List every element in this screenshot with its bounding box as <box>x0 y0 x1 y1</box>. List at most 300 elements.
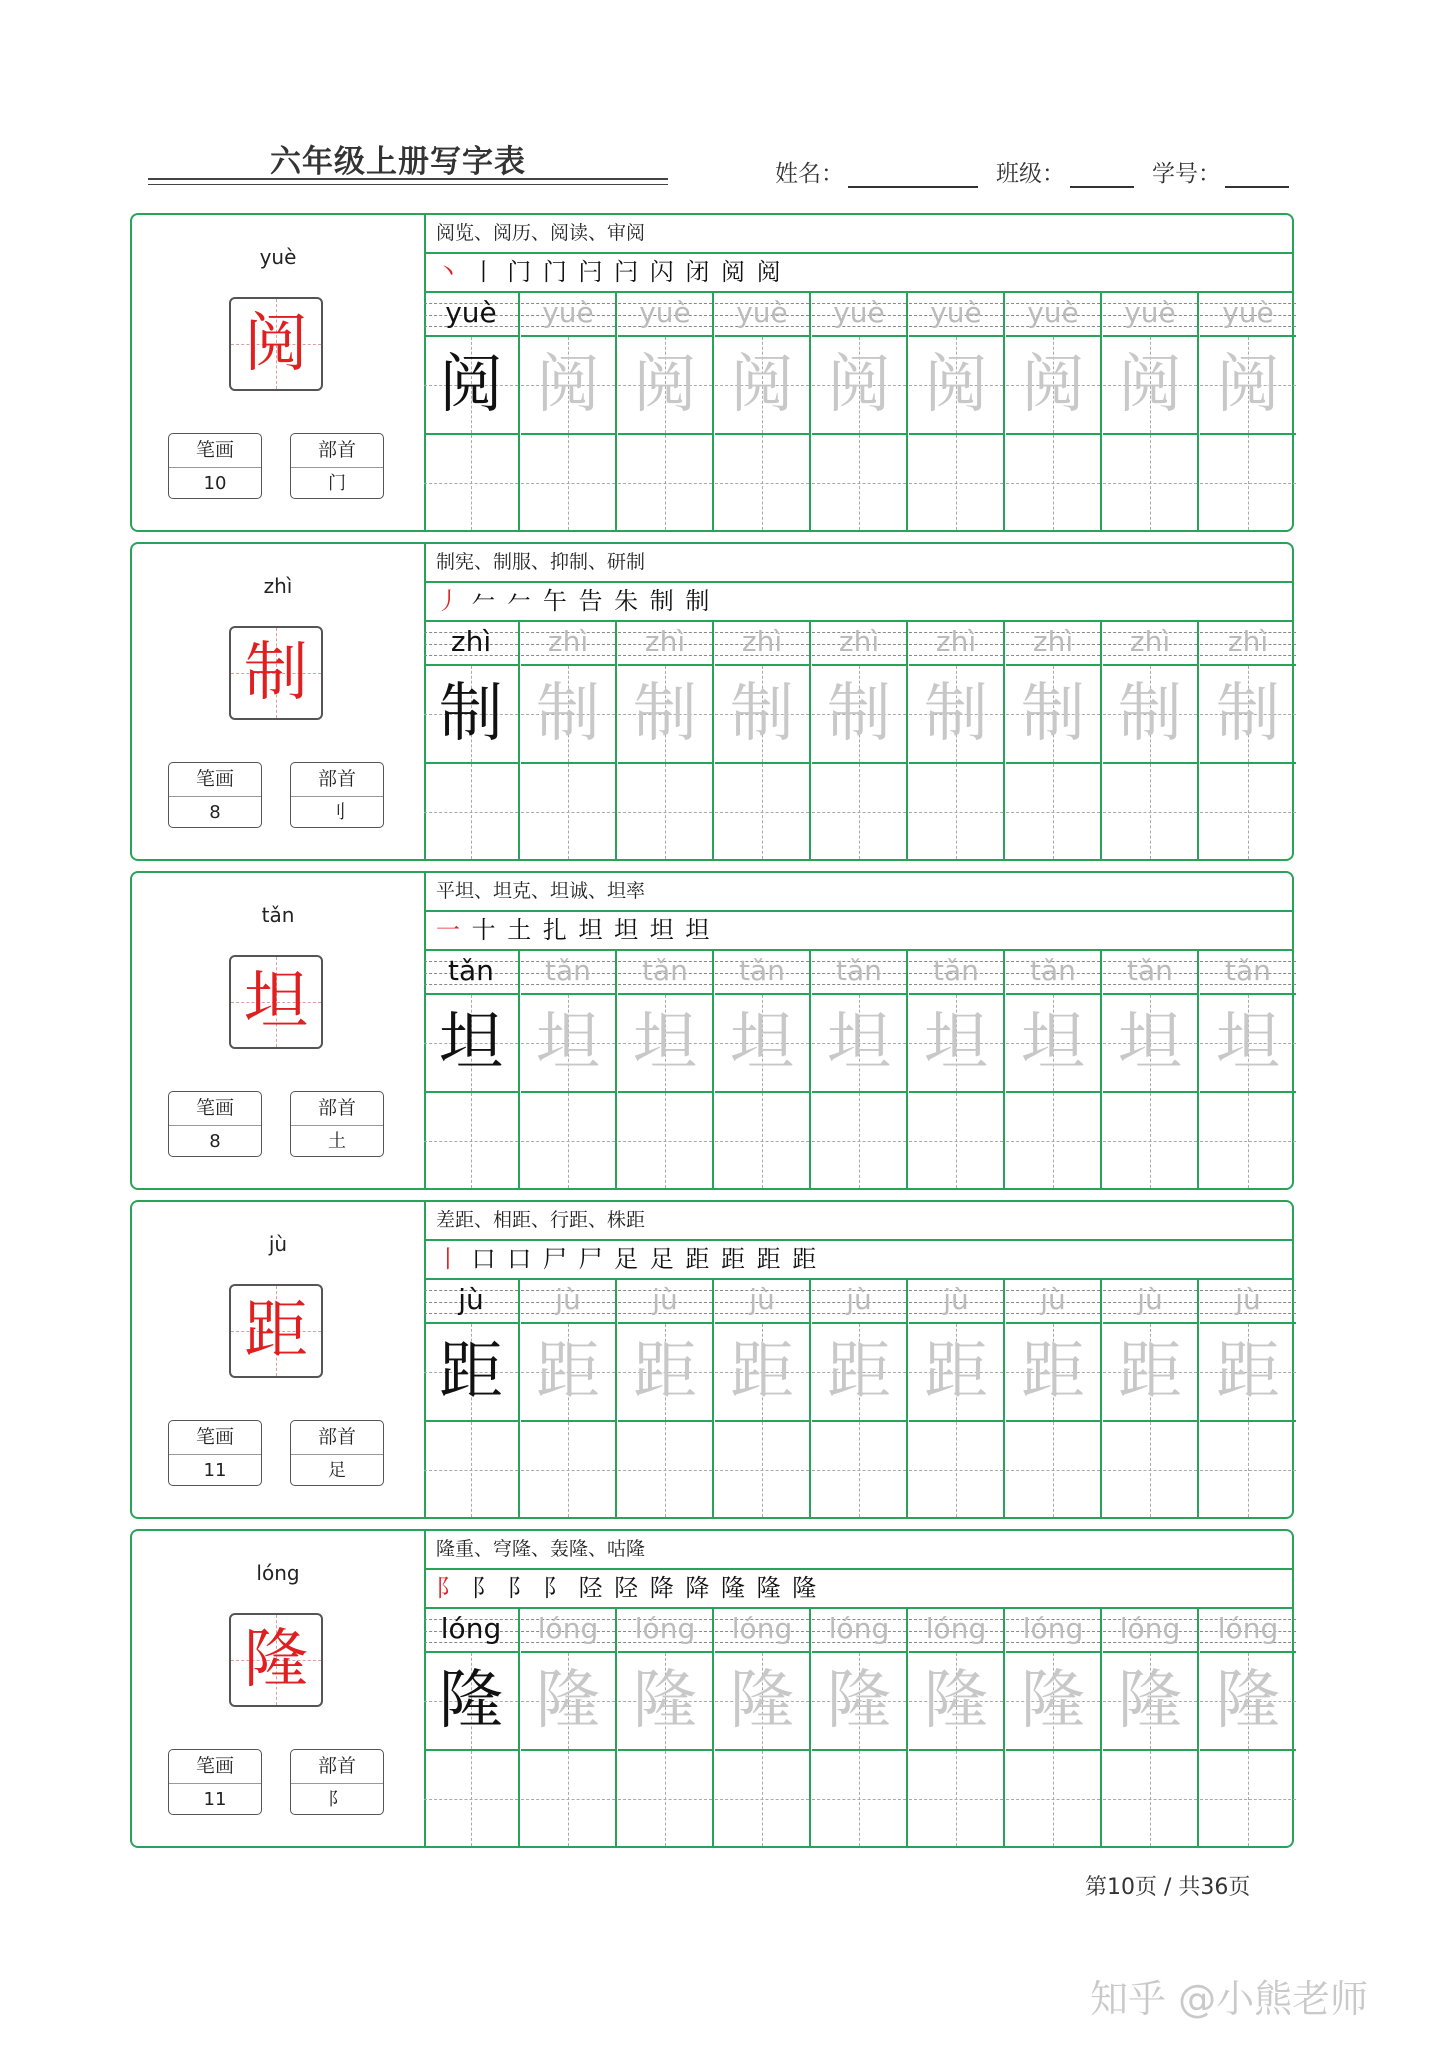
radical-label: 部首 <box>291 1421 383 1455</box>
character-pinyin: lóng <box>256 1561 300 1585</box>
pinyin-trace: lóng <box>537 1612 599 1645</box>
radical-label: 部首 <box>291 434 383 468</box>
number-field[interactable] <box>1225 186 1289 188</box>
char-cell[interactable] <box>618 995 712 1093</box>
char-trace: 制 <box>1118 677 1182 751</box>
char-cell[interactable] <box>521 666 615 764</box>
character-card <box>130 213 1294 532</box>
pinyin-cell[interactable] <box>1200 1609 1296 1653</box>
example-words: 平坦、坦克、坦诚、坦率 <box>424 873 1292 912</box>
pinyin-cell[interactable] <box>909 622 1003 666</box>
char-cell[interactable] <box>812 1324 906 1422</box>
writing-cell[interactable] <box>1006 764 1100 859</box>
pinyin-cell[interactable] <box>1006 1609 1100 1653</box>
pinyin-cell[interactable] <box>1200 622 1296 666</box>
writing-cell[interactable] <box>715 764 809 859</box>
character-summary <box>132 1202 426 1517</box>
example-words: 制宪、制服、抑制、研制 <box>424 544 1292 583</box>
pinyin-trace: tǎn <box>1030 954 1076 987</box>
writing-cell[interactable] <box>715 1751 809 1846</box>
writing-grid <box>424 1609 1292 1846</box>
class-label: 班级： <box>996 161 1065 187</box>
radical-label: 部首 <box>291 1092 383 1126</box>
char-cell[interactable] <box>424 666 518 764</box>
char-cell[interactable] <box>715 995 809 1093</box>
pinyin-cell[interactable] <box>1200 293 1296 337</box>
char-cell[interactable] <box>1006 995 1100 1093</box>
pinyin-trace: tǎn <box>1127 954 1173 987</box>
pinyin-trace: yuè <box>736 296 788 329</box>
char-cell[interactable] <box>618 1324 712 1422</box>
char-cell[interactable] <box>1200 995 1296 1093</box>
character-glyph: 距 <box>244 1294 308 1368</box>
writing-cell[interactable] <box>812 435 906 530</box>
pinyin-trace: tǎn <box>545 954 591 987</box>
practice-column <box>1103 951 1199 1188</box>
stroke-order <box>424 254 1292 293</box>
pinyin-cell[interactable] <box>1006 622 1100 666</box>
pinyin-trace: jù <box>846 1283 872 1316</box>
pinyin-cell[interactable] <box>1103 293 1197 337</box>
pinyin-cell[interactable] <box>715 1609 809 1653</box>
char-trace: 坦 <box>924 1006 988 1080</box>
pinyin-cell[interactable] <box>812 622 906 666</box>
char-trace: 制 <box>730 677 794 751</box>
practice-column <box>618 951 714 1188</box>
stroke-order-first: 一 <box>436 916 462 944</box>
stroke-count-value: 8 <box>209 802 221 823</box>
pinyin-cell[interactable] <box>909 1609 1003 1653</box>
practice-column <box>715 293 811 530</box>
example-words: 差距、相距、行距、株距 <box>424 1202 1292 1241</box>
stroke-count-value: 11 <box>203 1789 227 1810</box>
practice-column <box>909 1609 1005 1846</box>
char-cell[interactable] <box>521 1324 615 1422</box>
writing-cell[interactable] <box>1103 1422 1197 1517</box>
char-cell[interactable] <box>424 1653 518 1751</box>
pinyin-cell[interactable] <box>424 622 518 666</box>
char-cell[interactable] <box>521 337 615 435</box>
stroke-order-rest: 十 土 扎 坦 坦 坦 坦 <box>471 916 712 944</box>
char-trace: 距 <box>1021 1335 1085 1409</box>
char-trace: 阅 <box>633 348 697 422</box>
writing-cell[interactable] <box>618 1093 712 1188</box>
writing-cell[interactable] <box>812 1751 906 1846</box>
char-trace: 隆 <box>633 1664 697 1738</box>
practice-column <box>424 951 520 1188</box>
pinyin-trace: yuè <box>1222 296 1274 329</box>
char-cell[interactable] <box>812 666 906 764</box>
pinyin-cell[interactable] <box>715 951 809 995</box>
char-cell[interactable] <box>812 1653 906 1751</box>
pinyin-cell[interactable] <box>521 1280 615 1324</box>
writing-cell[interactable] <box>424 1751 518 1846</box>
character-glyph: 隆 <box>244 1623 308 1697</box>
radical-box <box>290 762 384 828</box>
title-underline <box>148 178 668 180</box>
pinyin-cell[interactable] <box>424 293 518 337</box>
pinyin-cell[interactable] <box>521 622 615 666</box>
character-glyph: 坦 <box>244 965 308 1039</box>
char-trace: 隆 <box>924 1664 988 1738</box>
stroke-count-label: 笔画 <box>169 1421 261 1455</box>
char-trace: 隆 <box>827 1664 891 1738</box>
character-pinyin: zhì <box>263 574 293 598</box>
char-trace: 隆 <box>730 1664 794 1738</box>
writing-cell[interactable] <box>715 435 809 530</box>
number-label: 学号： <box>1152 161 1221 187</box>
char-cell[interactable] <box>1200 1324 1296 1422</box>
char-trace: 制 <box>827 677 891 751</box>
pinyin-cell[interactable] <box>1103 1609 1197 1653</box>
page-number: 第10页 / 共36页 <box>1085 1875 1251 1900</box>
writing-cell[interactable] <box>424 1422 518 1517</box>
char-cell[interactable] <box>715 1653 809 1751</box>
pinyin-trace: zhì <box>838 625 880 658</box>
practice-column <box>1103 1280 1199 1517</box>
practice-column <box>618 622 714 859</box>
char-trace: 阅 <box>1021 348 1085 422</box>
radical-label: 部首 <box>291 763 383 797</box>
practice-column <box>1103 1609 1199 1846</box>
writing-cell[interactable] <box>909 1093 1003 1188</box>
char-trace: 距 <box>536 1335 600 1409</box>
practice-column <box>812 951 908 1188</box>
writing-cell[interactable] <box>1006 435 1100 530</box>
practice-column <box>715 1280 811 1517</box>
practice-column <box>715 1609 811 1846</box>
pinyin-cell[interactable] <box>521 1609 615 1653</box>
char-cell[interactable] <box>715 337 809 435</box>
char-trace: 坦 <box>1118 1006 1182 1080</box>
char-cell[interactable] <box>521 1653 615 1751</box>
writing-cell[interactable] <box>521 1751 615 1846</box>
practice-column <box>812 1609 908 1846</box>
char-cell[interactable] <box>521 995 615 1093</box>
practice-column <box>1006 1280 1102 1517</box>
pinyin-trace: yuè <box>930 296 982 329</box>
char-cell[interactable] <box>812 995 906 1093</box>
name-field[interactable] <box>848 186 978 188</box>
practice-column <box>812 622 908 859</box>
pinyin-trace: tǎn <box>642 954 688 987</box>
pinyin-trace: yuè <box>1124 296 1176 329</box>
char-cell[interactable] <box>1103 995 1197 1093</box>
pinyin-cell[interactable] <box>618 1280 712 1324</box>
character-box <box>229 955 323 1049</box>
pinyin-trace: zhì <box>547 625 589 658</box>
practice-column <box>521 1280 617 1517</box>
char-cell[interactable] <box>424 1324 518 1422</box>
writing-cell[interactable] <box>812 1093 906 1188</box>
char-trace: 距 <box>439 1335 503 1409</box>
char-trace: 阅 <box>536 348 600 422</box>
pinyin-trace: zhì <box>1129 625 1171 658</box>
pinyin-cell[interactable] <box>618 293 712 337</box>
char-cell[interactable] <box>715 1324 809 1422</box>
char-cell[interactable] <box>618 666 712 764</box>
pinyin-cell[interactable] <box>521 293 615 337</box>
pinyin-cell[interactable] <box>1103 951 1197 995</box>
pinyin-trace: zhì <box>450 625 492 658</box>
practice-column <box>1103 293 1199 530</box>
char-cell[interactable] <box>1006 337 1100 435</box>
pinyin-trace: zhì <box>935 625 977 658</box>
char-trace: 坦 <box>536 1006 600 1080</box>
pinyin-cell[interactable] <box>812 1609 906 1653</box>
practice-column <box>1006 293 1102 530</box>
char-cell[interactable] <box>424 995 518 1093</box>
pinyin-cell[interactable] <box>618 622 712 666</box>
writing-cell[interactable] <box>1200 764 1296 859</box>
char-cell[interactable] <box>1103 337 1197 435</box>
stroke-count-box <box>168 1749 262 1815</box>
pinyin-cell[interactable] <box>521 951 615 995</box>
pinyin-cell[interactable] <box>812 1280 906 1324</box>
writing-cell[interactable] <box>1006 1751 1100 1846</box>
pinyin-trace: zhì <box>1227 625 1269 658</box>
writing-cell[interactable] <box>521 1422 615 1517</box>
char-trace: 阅 <box>1216 348 1280 422</box>
char-cell[interactable] <box>618 337 712 435</box>
page-title: 六年级上册写字表 <box>270 144 526 180</box>
practice-column <box>618 1280 714 1517</box>
char-cell[interactable] <box>1200 337 1296 435</box>
radical-box <box>290 433 384 499</box>
pinyin-trace: yuè <box>833 296 885 329</box>
pinyin-trace: yuè <box>445 296 497 329</box>
char-cell[interactable] <box>1006 666 1100 764</box>
writing-cell[interactable] <box>1200 1422 1296 1517</box>
char-trace: 距 <box>1118 1335 1182 1409</box>
practice-column <box>909 1280 1005 1517</box>
character-card <box>130 871 1294 1190</box>
pinyin-trace: jù <box>458 1283 484 1316</box>
character-box <box>229 626 323 720</box>
char-trace: 隆 <box>439 1664 503 1738</box>
name-label: 姓名： <box>775 161 844 187</box>
character-glyph: 制 <box>244 636 308 710</box>
char-trace: 坦 <box>633 1006 697 1080</box>
practice-column <box>715 622 811 859</box>
pinyin-cell[interactable] <box>715 1280 809 1324</box>
char-trace: 距 <box>1216 1335 1280 1409</box>
pinyin-trace: lóng <box>1119 1612 1181 1645</box>
stroke-count-box <box>168 1420 262 1486</box>
radical-box <box>290 1091 384 1157</box>
char-trace: 坦 <box>439 1006 503 1080</box>
pinyin-trace: tǎn <box>1225 954 1271 987</box>
char-trace: 隆 <box>1021 1664 1085 1738</box>
writing-cell[interactable] <box>909 435 1003 530</box>
character-glyph: 阅 <box>244 307 308 381</box>
pinyin-cell[interactable] <box>812 293 906 337</box>
practice-column <box>812 293 908 530</box>
character-summary <box>132 873 426 1188</box>
char-cell[interactable] <box>424 337 518 435</box>
pinyin-cell[interactable] <box>1200 1280 1296 1324</box>
stroke-count-label: 笔画 <box>169 1750 261 1784</box>
writing-cell[interactable] <box>909 764 1003 859</box>
writing-cell[interactable] <box>1200 435 1296 530</box>
writing-cell[interactable] <box>1200 1093 1296 1188</box>
practice-column <box>424 1280 520 1517</box>
char-cell[interactable] <box>1103 666 1197 764</box>
char-cell[interactable] <box>1200 1653 1296 1751</box>
char-trace: 坦 <box>730 1006 794 1080</box>
char-cell[interactable] <box>618 1653 712 1751</box>
character-box <box>229 297 323 391</box>
char-cell[interactable] <box>1103 1653 1197 1751</box>
pinyin-cell[interactable] <box>1006 293 1100 337</box>
writing-cell[interactable] <box>618 764 712 859</box>
char-trace: 隆 <box>1216 1664 1280 1738</box>
pinyin-cell[interactable] <box>424 951 518 995</box>
stroke-order-first: 阝 <box>436 1574 462 1602</box>
radical-label: 部首 <box>291 1750 383 1784</box>
pinyin-cell[interactable] <box>618 951 712 995</box>
char-cell[interactable] <box>1006 1324 1100 1422</box>
practice-column <box>812 1280 908 1517</box>
pinyin-cell[interactable] <box>909 293 1003 337</box>
pinyin-trace: jù <box>555 1283 581 1316</box>
pinyin-cell[interactable] <box>715 293 809 337</box>
practice-column <box>1200 951 1296 1188</box>
example-words: 阅览、阅历、阅读、审阅 <box>424 215 1292 254</box>
char-cell[interactable] <box>909 337 1003 435</box>
pinyin-cell[interactable] <box>1103 1280 1197 1324</box>
watermark: 知乎 @小熊老师 <box>1090 1977 1369 2021</box>
writing-cell[interactable] <box>521 1093 615 1188</box>
class-field[interactable] <box>1070 186 1134 188</box>
character-pinyin: jù <box>268 1232 288 1256</box>
writing-cell[interactable] <box>1103 1751 1197 1846</box>
char-cell[interactable] <box>715 666 809 764</box>
pinyin-cell[interactable] <box>618 1609 712 1653</box>
char-cell[interactable] <box>1200 666 1296 764</box>
pinyin-cell[interactable] <box>909 951 1003 995</box>
pinyin-trace: zhì <box>644 625 686 658</box>
writing-cell[interactable] <box>715 1422 809 1517</box>
char-trace: 制 <box>924 677 988 751</box>
pinyin-cell[interactable] <box>1006 1280 1100 1324</box>
writing-cell[interactable] <box>618 1751 712 1846</box>
practice-area <box>424 215 1292 530</box>
writing-cell[interactable] <box>1200 1751 1296 1846</box>
character-summary <box>132 1531 426 1846</box>
writing-grid <box>424 1280 1292 1517</box>
char-cell[interactable] <box>812 337 906 435</box>
writing-cell[interactable] <box>1103 764 1197 859</box>
practice-column <box>909 622 1005 859</box>
practice-column <box>618 293 714 530</box>
practice-column <box>424 622 520 859</box>
writing-cell[interactable] <box>618 435 712 530</box>
char-cell[interactable] <box>909 1324 1003 1422</box>
character-card <box>130 542 1294 861</box>
pinyin-trace: jù <box>1235 1283 1261 1316</box>
writing-cell[interactable] <box>424 435 518 530</box>
char-trace: 距 <box>924 1335 988 1409</box>
practice-column <box>1200 622 1296 859</box>
pinyin-cell[interactable] <box>812 951 906 995</box>
practice-area <box>424 544 1292 859</box>
writing-cell[interactable] <box>909 1751 1003 1846</box>
writing-cell[interactable] <box>618 1422 712 1517</box>
writing-cell[interactable] <box>1006 1093 1100 1188</box>
char-trace: 坦 <box>1021 1006 1085 1080</box>
radical-value: 足 <box>328 1460 346 1481</box>
practice-area <box>424 1531 1292 1846</box>
pinyin-cell[interactable] <box>909 1280 1003 1324</box>
pinyin-cell[interactable] <box>1103 622 1197 666</box>
char-trace: 距 <box>827 1335 891 1409</box>
char-cell[interactable] <box>909 1653 1003 1751</box>
pinyin-cell[interactable] <box>424 1609 518 1653</box>
writing-cell[interactable] <box>424 764 518 859</box>
writing-cell[interactable] <box>909 1422 1003 1517</box>
char-trace: 阅 <box>439 348 503 422</box>
stroke-order <box>424 1570 1292 1609</box>
char-cell[interactable] <box>909 666 1003 764</box>
writing-cell[interactable] <box>424 1093 518 1188</box>
pinyin-trace: lóng <box>634 1612 696 1645</box>
practice-column <box>715 951 811 1188</box>
char-trace: 阅 <box>827 348 891 422</box>
writing-cell[interactable] <box>812 764 906 859</box>
stroke-order <box>424 1241 1292 1280</box>
pinyin-cell[interactable] <box>1200 951 1296 995</box>
pinyin-trace: tǎn <box>933 954 979 987</box>
pinyin-trace: yuè <box>639 296 691 329</box>
char-trace: 制 <box>536 677 600 751</box>
practice-column <box>424 293 520 530</box>
char-trace: 制 <box>633 677 697 751</box>
char-cell[interactable] <box>1103 1324 1197 1422</box>
practice-column <box>424 1609 520 1846</box>
stroke-count-value: 10 <box>203 473 227 494</box>
char-trace: 阅 <box>730 348 794 422</box>
practice-column <box>521 951 617 1188</box>
writing-cell[interactable] <box>1103 1093 1197 1188</box>
writing-cell[interactable] <box>1103 435 1197 530</box>
title-underline-secondary <box>148 184 668 185</box>
pinyin-cell[interactable] <box>715 622 809 666</box>
writing-cell[interactable] <box>715 1093 809 1188</box>
char-cell[interactable] <box>1006 1653 1100 1751</box>
writing-grid <box>424 951 1292 1188</box>
pinyin-cell[interactable] <box>424 1280 518 1324</box>
practice-column <box>909 951 1005 1188</box>
practice-column <box>1200 1609 1296 1846</box>
writing-cell[interactable] <box>521 764 615 859</box>
character-summary <box>132 544 426 859</box>
writing-cell[interactable] <box>1006 1422 1100 1517</box>
pinyin-cell[interactable] <box>1006 951 1100 995</box>
char-trace: 距 <box>633 1335 697 1409</box>
character-pinyin: tǎn <box>261 903 295 927</box>
stroke-order-rest: 𠂉 𠂉 午 告 朱 制 制 <box>471 587 712 615</box>
stroke-count-label: 笔画 <box>169 763 261 797</box>
char-trace: 制 <box>1021 677 1085 751</box>
stroke-count-label: 笔画 <box>169 1092 261 1126</box>
stroke-order-first: 丨 <box>436 1245 462 1273</box>
stroke-count-value: 11 <box>203 1460 227 1481</box>
writing-cell[interactable] <box>812 1422 906 1517</box>
character-card <box>130 1529 1294 1848</box>
char-cell[interactable] <box>909 995 1003 1093</box>
writing-cell[interactable] <box>521 435 615 530</box>
